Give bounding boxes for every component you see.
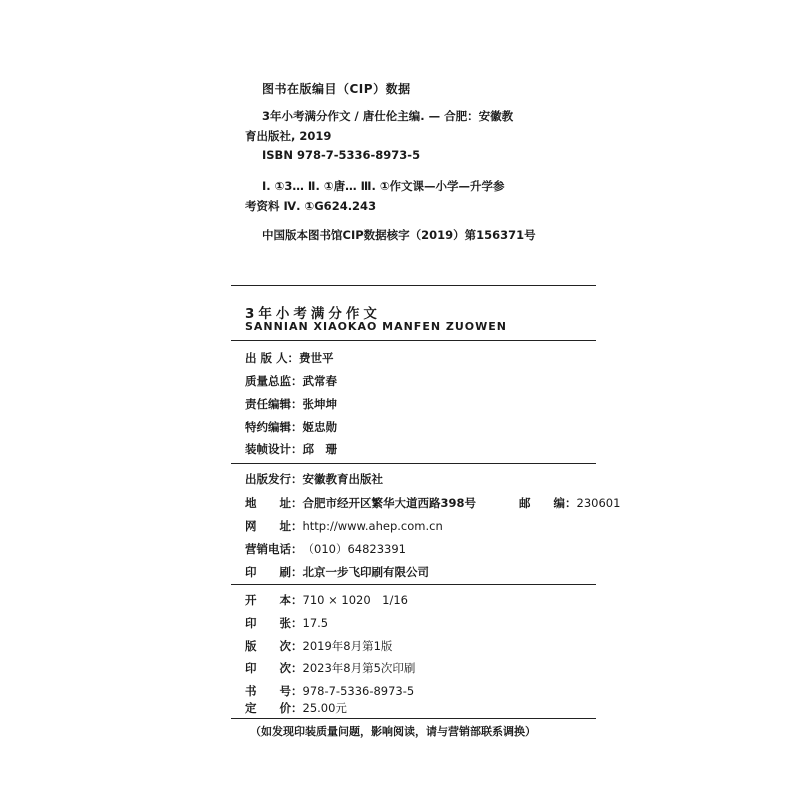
website-label: 网 址： [245, 519, 303, 533]
spec-row [245, 683, 414, 699]
postcode-value: 230601 [576, 496, 621, 510]
spec-value: 2023年8月第5次印刷 [302, 661, 416, 675]
cip-classification-2: 考资料 Ⅳ. ①G624.243 [245, 199, 377, 213]
issuer-value: 安徽教育出版社 [302, 472, 383, 486]
divider [231, 463, 596, 464]
staff-value: 张坤坤 [302, 397, 337, 411]
address-value: 合肥市经开区繁华大道西路398号 [302, 496, 477, 510]
staff-label: 装帧设计： [245, 442, 303, 456]
spec-label: 版 次： [245, 639, 303, 653]
cip-isbn: ISBN 978-7-5336-8973-5 [262, 148, 421, 162]
phone-row [245, 541, 406, 557]
staff-row [245, 419, 337, 435]
spec-label: 开 本： [245, 593, 303, 607]
staff-label: 特约编辑： [245, 420, 303, 434]
spec-value: 17.5 [302, 616, 329, 630]
staff-value: 费世平 [299, 351, 334, 365]
cip-heading: 图书在版编目（CIP）数据 [262, 82, 411, 96]
postcode [519, 495, 620, 511]
staff-row [245, 396, 337, 412]
cip-record-number: 中国版本图书馆CIP数据核字（2019）第156371号 [262, 228, 536, 242]
divider [231, 584, 596, 585]
postcode-label: 邮 编： [519, 496, 577, 510]
cip-line-1: 3年小考满分作文 / 唐仕伦主编. — 合肥：安徽教 [262, 109, 514, 123]
staff-row [245, 441, 337, 457]
staff-label: 出 版 人： [245, 351, 300, 365]
printer-label: 印 刷： [245, 565, 303, 579]
spec-value: 2019年8月第1版 [302, 639, 393, 653]
cip-line-2: 育出版社, 2019 [245, 129, 332, 143]
spec-row [245, 615, 328, 631]
staff-value: 邱 珊 [302, 442, 337, 456]
phone-value: （010）64823391 [302, 542, 406, 556]
spec-row [245, 638, 392, 654]
spec-row [245, 660, 415, 676]
quality-notice: （如发现印装质量问题，影响阅读，请与营销部联系调换） [250, 725, 536, 738]
printer-value: 北京一步飞印刷有限公司 [302, 565, 429, 579]
staff-value: 姬忠勋 [302, 420, 337, 434]
issuer-label: 出版发行： [245, 472, 303, 486]
website-value: http://www.ahep.com.cn [302, 519, 443, 533]
spec-label: 书 号： [245, 684, 303, 698]
spec-value: 25.00元 [302, 701, 347, 715]
publisher-row [245, 471, 383, 487]
spec-label: 印 张： [245, 616, 303, 630]
staff-row [245, 373, 337, 389]
phone-label: 营销电话： [245, 542, 303, 556]
spec-label: 印 次： [245, 661, 303, 675]
book-title-pinyin: SANNIAN XIAOKAO MANFEN ZUOWEN [245, 320, 507, 333]
divider [231, 285, 596, 286]
staff-label: 责任编辑： [245, 397, 303, 411]
cip-classification-1: Ⅰ. ①3… Ⅱ. ①唐… Ⅲ. ①作文课—小学—升学参 [262, 179, 505, 193]
spec-label: 定 价： [245, 701, 303, 715]
spec-value: 710 × 1020 1/16 [302, 593, 408, 607]
spec-row [245, 700, 347, 716]
staff-label: 质量总监： [245, 374, 303, 388]
spec-value: 978-7-5336-8973-5 [302, 684, 415, 698]
address-row [245, 495, 476, 511]
staff-row [245, 350, 334, 366]
website-row [245, 518, 443, 534]
spec-row [245, 592, 408, 608]
staff-value: 武常春 [302, 374, 337, 388]
printer-row [245, 564, 429, 580]
book-title: 3年小考满分作文 [245, 306, 381, 322]
divider [231, 718, 596, 719]
address-label: 地 址： [245, 496, 303, 510]
divider [231, 340, 596, 341]
